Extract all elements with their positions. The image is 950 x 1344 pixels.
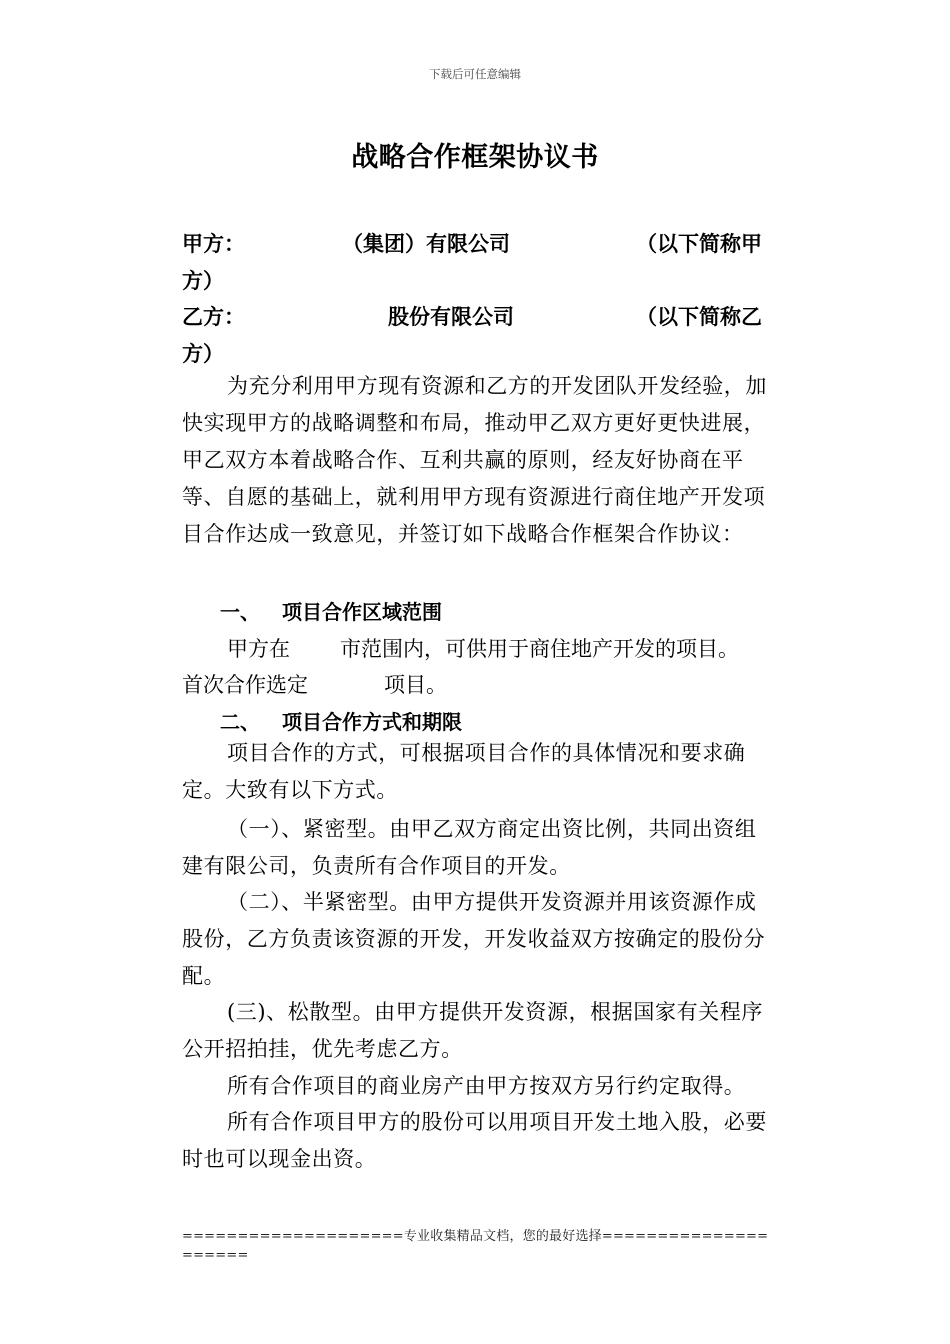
shares-paragraph: 所有合作项目甲方的股份可以用项目开发土地入股，必要时也可以现金出资。 [182,1110,767,1171]
party-b-abbrev-cont: 方） [182,342,224,366]
section-2-title: 项目合作方式和期限 [282,710,462,734]
section-2-intro: 项目合作的方式，可根据项目合作的具体情况和要求确定。大致有以下方式。 [182,741,746,802]
section-1-text-d: 项目。 [384,673,447,697]
section-2-heading [220,706,462,735]
party-a-name: （集团）有限公司 [342,232,510,256]
party-a-abbrev: （以下简称甲 [636,232,762,256]
party-a-abbrev-cont: 方） [182,269,224,293]
section-2-number: 二、 [220,710,260,734]
intro-paragraph: 为充分利用甲方现有资源和乙方的开发团队开发经验，加快实现甲方的战略调整和布局，推动甲乙双方更好更快进展，甲乙双方本着战略合作、互利共赢的原则，经友好协商在平等、自愿的基础上，就利用甲方现有资源进行商住地产开发项目合作达成一致意见，并签订如下战略合作框架合作协议： [182,374,767,546]
cooperation-type-2: （二）、半紧密型。由甲方提供开发资源并用该资源作成股份，乙方负责该资源的开发，开发收益双方按确定的股份分配。 [182,890,766,988]
section-1-heading [220,596,442,625]
section-1-text-c: 首次合作选定 [182,673,308,697]
section-1-text-a: 甲方在 [227,637,290,661]
document-title: 战略合作框架协议书 [351,142,599,173]
ownership-paragraph: 所有合作项目的商业房产由甲方按双方另行约定取得。 [227,1074,746,1098]
header-note: 下载后可任意编辑 [429,67,521,81]
section-1-number: 一、 [220,600,260,624]
party-b-name: 股份有限公司 [388,305,514,329]
section-1-title: 项目合作区域范围 [282,600,442,624]
party-b-abbrev: （以下简称乙 [636,305,762,329]
party-a-label: 甲方： [182,232,245,256]
cooperation-type-1: （一）、紧密型。由甲乙双方商定出资比例，共同出资组建有限公司，负责所有合作项目的开发。 [182,817,757,878]
footer-note: ====================专业收集精品文档，您的最好选择===================== [182,1229,769,1263]
cooperation-type-3: (三)、松散型。由甲方提供开发资源，根据国家有关程序公开招拍挂，优先考虑乙方。 [182,1000,763,1061]
party-b-label: 乙方： [182,305,245,329]
section-1-text-b: 市范围内，可供用于商住地产开发的项目。 [340,637,739,661]
